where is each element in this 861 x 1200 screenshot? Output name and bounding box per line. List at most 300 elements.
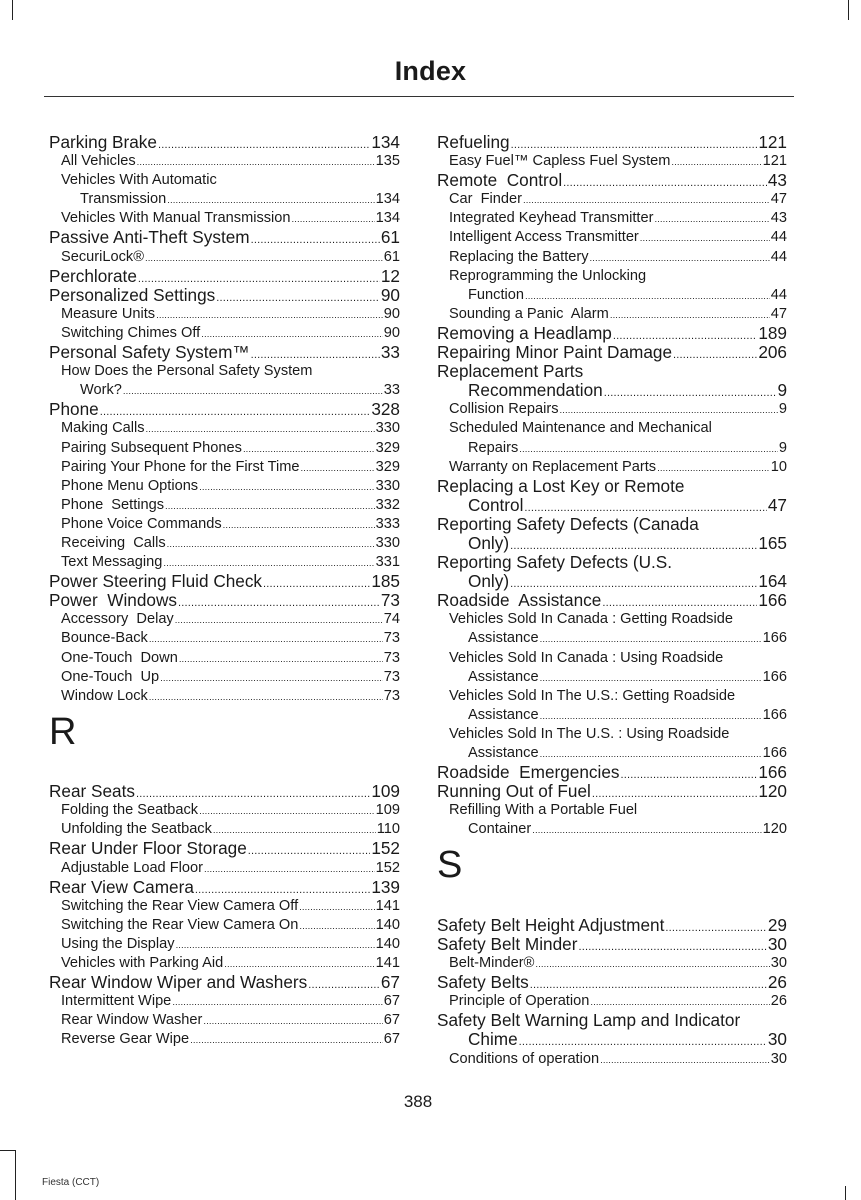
- entry-text: Personal Safety System™: [49, 342, 250, 363]
- page-reference: 9: [777, 380, 787, 401]
- page-reference: 332: [375, 496, 400, 513]
- entry-text: Vehicles With Manual Transmission: [61, 210, 291, 227]
- dot-leader: [149, 630, 383, 649]
- index-entry: [49, 839, 400, 858]
- dot-leader: [540, 630, 762, 649]
- entry-text: Rear View Camera: [49, 876, 194, 897]
- entry-text: Remote Control: [437, 170, 563, 191]
- title-rule: [44, 96, 794, 97]
- index-subentry: [437, 725, 787, 744]
- dot-leader: [610, 306, 770, 325]
- dot-leader: [137, 153, 375, 172]
- index-subentry: [437, 954, 787, 973]
- dot-leader: [654, 210, 769, 229]
- index-subentry: [49, 248, 400, 267]
- index-entry: [49, 286, 400, 305]
- entry-text: Roadside Assistance: [437, 590, 602, 611]
- entry-text: Easy Fuel™ Capless Fuel System: [449, 153, 671, 170]
- page-reference: 121: [758, 132, 787, 152]
- page-reference: 120: [758, 781, 787, 802]
- index-entry: [437, 782, 787, 801]
- entry-text: Container: [468, 821, 532, 838]
- page-reference: 12: [380, 265, 400, 286]
- index-subentry: [437, 190, 787, 209]
- page-reference: 140: [375, 935, 400, 952]
- dot-leader: [175, 611, 383, 630]
- page-reference: 166: [762, 706, 787, 723]
- index-subentry: [49, 553, 400, 572]
- entry-text: Parking Brake: [49, 132, 157, 152]
- entry-text: Phone Voice Commands: [61, 515, 222, 532]
- page-reference: 164: [758, 571, 787, 592]
- crop-mark-bottom-left-h: [0, 1150, 16, 1151]
- entry-text: Switching Chimes Off: [61, 324, 201, 341]
- dot-leader: [673, 346, 757, 365]
- index-subentry: [49, 935, 400, 954]
- dot-leader: [167, 535, 375, 554]
- entry-text: Car Finder: [449, 191, 522, 208]
- dot-leader: [523, 191, 770, 210]
- page-reference: 330: [375, 477, 400, 494]
- entry-text: Chime: [468, 1029, 518, 1050]
- page-reference: 47: [770, 191, 787, 208]
- index-entry: [49, 267, 400, 286]
- dot-leader: [190, 1031, 383, 1050]
- index-entry: [49, 973, 400, 992]
- index-subentry: [49, 992, 400, 1011]
- index-subentry: [49, 305, 400, 324]
- index-column-right: [437, 133, 787, 1069]
- dot-leader: [123, 382, 383, 401]
- page-reference: 30: [770, 955, 787, 972]
- dot-leader: [665, 919, 766, 938]
- dot-leader: [299, 898, 375, 917]
- index-entry: [437, 973, 787, 992]
- index-subentry: [437, 248, 787, 267]
- dot-leader: [560, 401, 778, 420]
- index-subentry: [437, 649, 787, 668]
- entry-text: Roadside Emergencies: [437, 762, 620, 783]
- index-entry: [437, 171, 787, 190]
- entry-text: How Does the Personal Safety System: [61, 363, 313, 380]
- index-subentry: [437, 992, 787, 1011]
- index-subentry: [437, 439, 787, 458]
- page-reference: 166: [762, 745, 787, 761]
- dot-leader: [671, 153, 761, 172]
- page-reference: 30: [770, 1050, 787, 1067]
- index-subentry: [437, 228, 787, 247]
- dot-leader: [156, 306, 383, 325]
- index-entry: [437, 1030, 787, 1049]
- page-reference: 330: [375, 420, 400, 437]
- dot-leader: [263, 575, 370, 594]
- entry-text: Repairs: [468, 439, 519, 456]
- page-reference: 44: [770, 248, 787, 265]
- index-entry: [49, 343, 400, 362]
- entry-text: Integrated Keyhead Transmitter: [449, 210, 654, 227]
- page-reference: 9: [778, 401, 787, 418]
- entry-text: Removing a Headlamp: [437, 322, 612, 343]
- entry-text: Replacing the Battery: [449, 248, 589, 265]
- index-subentry: [49, 859, 400, 878]
- index-subentry: [49, 439, 400, 458]
- entry-text: Intelligent Access Transmitter: [449, 229, 639, 246]
- dot-leader: [167, 191, 374, 210]
- page-reference: 47: [767, 494, 787, 515]
- page-reference: 61: [380, 227, 400, 248]
- entry-text: Assistance: [468, 706, 539, 723]
- entry-text: Switching the Rear View Camera Off: [61, 897, 299, 914]
- entry-text: Reporting Safety Defects (U.S.: [437, 552, 672, 573]
- dot-leader: [176, 936, 375, 955]
- page-reference: 139: [371, 876, 400, 897]
- entry-text: Only): [468, 571, 510, 592]
- index-column-left: [49, 133, 400, 1050]
- page-reference: 140: [375, 916, 400, 933]
- footer-text: Fiesta (CCT): [42, 1177, 100, 1188]
- dot-leader: [532, 821, 761, 840]
- entry-text: Measure Units: [61, 305, 156, 322]
- dot-leader: [535, 955, 769, 974]
- index-subentry: [49, 515, 400, 534]
- index-subentry: [437, 458, 787, 477]
- entry-text: Making Calls: [61, 420, 145, 437]
- entry-text: Recommendation: [468, 380, 603, 401]
- page-reference: 134: [375, 210, 400, 227]
- dot-leader: [223, 516, 375, 535]
- dot-leader: [243, 440, 375, 459]
- index-entry: [49, 878, 400, 897]
- entry-text: Rear Window Wiper and Washers: [49, 972, 308, 993]
- entry-text: One-Touch Down: [61, 649, 178, 666]
- entry-text: Refilling With a Portable Fuel: [449, 802, 638, 819]
- entry-text: Receiving Calls: [61, 534, 166, 551]
- page-reference: 43: [770, 210, 787, 227]
- crop-mark-top-right: [848, 0, 849, 20]
- index-subentry: [437, 419, 787, 438]
- dot-leader: [146, 420, 375, 439]
- dot-leader: [179, 650, 383, 669]
- index-entry: [437, 496, 787, 515]
- page-reference: 67: [380, 972, 400, 993]
- index-subentry: [49, 668, 400, 687]
- entry-text: Scheduled Maintenance and Mechanical: [449, 420, 712, 437]
- page-reference: 44: [770, 286, 787, 303]
- page-reference: 329: [375, 458, 400, 475]
- page-reference: 134: [375, 191, 400, 208]
- entry-text: Assistance: [468, 745, 539, 761]
- entry-text: Folding the Seatback: [61, 802, 199, 819]
- index-subentry: [437, 820, 787, 839]
- index-subentry: [49, 954, 400, 973]
- index-subentry: [437, 267, 787, 286]
- index-entry: [437, 477, 787, 496]
- page-reference: 74: [383, 611, 400, 628]
- index-entry: [437, 591, 787, 610]
- entry-text: Pairing Subsequent Phones: [61, 439, 242, 456]
- index-subentry: [49, 629, 400, 648]
- index-subentry: [437, 305, 787, 324]
- index-subentry: [437, 668, 787, 687]
- page-reference: 73: [383, 668, 400, 685]
- entry-text: All Vehicles: [61, 153, 136, 170]
- dot-leader: [145, 249, 383, 268]
- index-entry: [437, 324, 787, 343]
- entry-text: Window Lock: [61, 687, 148, 704]
- index-entry: [437, 763, 787, 782]
- index-entry: [437, 916, 787, 935]
- page-reference: 152: [371, 838, 400, 859]
- index-subentry: [49, 458, 400, 477]
- entry-text: Accessory Delay: [61, 611, 174, 628]
- page-reference: 120: [762, 821, 787, 838]
- index-subentry: [49, 1030, 400, 1049]
- entry-text: Only): [468, 532, 510, 553]
- entry-text: Bounce-Back: [61, 630, 148, 647]
- index-entry: [437, 935, 787, 954]
- page-reference: 26: [770, 993, 787, 1010]
- entry-text: One-Touch Up: [61, 668, 160, 685]
- page-number: 388: [403, 1092, 433, 1111]
- entry-text: Phone Menu Options: [61, 477, 199, 494]
- entry-text: Pairing Your Phone for the First Time: [61, 458, 300, 475]
- dot-leader: [519, 440, 778, 459]
- page-reference: 73: [380, 590, 400, 611]
- index-subentry: [49, 916, 400, 935]
- page-reference: 90: [380, 284, 400, 305]
- page-reference: 329: [375, 439, 400, 456]
- index-subentry: [49, 897, 400, 916]
- entry-text: Safety Belt Warning Lamp and Indicator: [437, 1010, 741, 1031]
- entry-text: Replacing a Lost Key or Remote: [437, 475, 685, 496]
- crop-mark-bottom-left: [15, 1150, 16, 1200]
- entry-text: Collision Repairs: [449, 401, 559, 418]
- entry-text: Passive Anti-Theft System: [49, 227, 250, 248]
- entry-text: Reprogramming the Unlocking: [449, 267, 647, 284]
- index-subentry: [437, 706, 787, 725]
- index-entry: [437, 343, 787, 362]
- index-subentry: [49, 324, 400, 343]
- entry-text: Vehicles Sold In Canada : Using Roadside: [449, 649, 724, 666]
- entry-text: Rear Window Washer: [61, 1012, 203, 1029]
- index-entry: [437, 381, 787, 400]
- crop-mark-bottom-right: [845, 1186, 846, 1200]
- page-reference: 333: [375, 515, 400, 532]
- entry-text: Power Steering Fluid Check: [49, 571, 263, 592]
- entry-text: Safety Belts: [437, 972, 529, 993]
- entry-text: Perchlorate: [49, 265, 137, 286]
- dot-leader: [160, 669, 383, 688]
- page-reference: 109: [371, 781, 400, 802]
- page-reference: 44: [770, 229, 787, 246]
- index-entry: [49, 400, 400, 419]
- entry-text: Control: [468, 494, 524, 515]
- page-reference: 166: [762, 668, 787, 685]
- page-reference: 331: [375, 554, 400, 571]
- dot-leader: [292, 210, 375, 229]
- entry-text: Assistance: [468, 630, 539, 647]
- index-subentry: [49, 477, 400, 496]
- entry-text: Switching the Rear View Camera On: [61, 916, 299, 933]
- entry-text: Rear Under Floor Storage: [49, 838, 247, 859]
- page-reference: 10: [770, 458, 787, 475]
- index-subentry: [437, 687, 787, 706]
- entry-text: Adjustable Load Floor: [61, 859, 203, 876]
- dot-leader: [620, 766, 757, 785]
- page-reference: 61: [383, 248, 400, 265]
- entry-text: Vehicles Sold In The U.S. : Using Roadside: [449, 725, 730, 742]
- section-letter: S: [437, 844, 463, 887]
- crop-mark-top-left: [12, 0, 13, 20]
- entry-text: Refueling: [437, 132, 510, 152]
- dot-leader: [590, 249, 770, 268]
- page-reference: 47: [770, 305, 787, 322]
- page-reference: 328: [371, 399, 400, 420]
- dot-leader: [199, 802, 375, 821]
- page-reference: 166: [758, 762, 787, 783]
- entry-text: Using the Display: [61, 935, 175, 952]
- page-reference: 166: [758, 590, 787, 611]
- page-reference: 152: [375, 859, 400, 876]
- page-reference: 185: [371, 571, 400, 592]
- entry-text: Personalized Settings: [49, 284, 216, 305]
- index-entry: [437, 1011, 787, 1030]
- dot-leader: [203, 1012, 382, 1031]
- entry-text: Text Messaging: [61, 554, 163, 571]
- dot-leader: [301, 459, 375, 478]
- section-letter: R: [49, 710, 77, 753]
- entry-text: Replacement Parts: [437, 361, 584, 382]
- dot-leader: [165, 497, 375, 516]
- index-subentry: [437, 209, 787, 228]
- index-subentry: [437, 152, 787, 171]
- entry-text: Safety Belt Minder: [437, 933, 578, 954]
- entry-text: Reverse Gear Wipe: [61, 1031, 190, 1048]
- entry-text: Phone: [49, 399, 99, 420]
- index-subentry: [49, 209, 400, 228]
- page-reference: 33: [383, 382, 400, 399]
- index-subentry: [49, 687, 400, 706]
- index-subentry: [49, 820, 400, 839]
- entry-text: Vehicles Sold In Canada : Getting Roadside: [449, 611, 733, 628]
- page-reference: 141: [375, 897, 400, 914]
- page-reference: 166: [762, 630, 787, 647]
- entry-text: Warranty on Replacement Parts: [449, 458, 657, 475]
- entry-text: Principle of Operation: [449, 993, 590, 1010]
- dot-leader: [525, 287, 770, 306]
- page-reference: 43: [767, 170, 787, 191]
- page-reference: 330: [375, 534, 400, 551]
- page-reference: 33: [380, 342, 400, 363]
- page-reference: 9: [778, 439, 787, 456]
- dot-leader: [199, 478, 375, 497]
- entry-text: Power Windows: [49, 590, 177, 611]
- index-entry: [49, 782, 400, 801]
- page-reference: 90: [383, 305, 400, 322]
- index-entry: [49, 228, 400, 247]
- index-entry: [49, 591, 400, 610]
- index-subentry: [437, 744, 787, 763]
- index-subentry: [49, 496, 400, 515]
- index-subentry: [49, 419, 400, 438]
- page-reference: 67: [383, 993, 400, 1010]
- dot-leader: [540, 707, 762, 726]
- entry-text: Repairing Minor Paint Damage: [437, 342, 673, 363]
- page-reference: 135: [375, 153, 400, 170]
- entry-text: Assistance: [468, 668, 539, 685]
- index-entry: [437, 572, 787, 591]
- entry-text: Transmission: [80, 191, 167, 208]
- index-subentry: [49, 190, 400, 209]
- index-subentry: [437, 1050, 787, 1069]
- index-subentry: [437, 400, 787, 419]
- page-reference: 189: [758, 322, 787, 343]
- page-title: Index: [394, 56, 467, 86]
- page-reference: 30: [767, 933, 787, 954]
- entry-text: Vehicles with Parking Aid: [61, 955, 224, 972]
- dot-leader: [204, 860, 375, 879]
- entry-text: Unfolding the Seatback: [61, 821, 212, 838]
- entry-text: Function: [468, 286, 524, 303]
- index-entry: [49, 572, 400, 591]
- page-reference: 165: [758, 532, 787, 553]
- dot-leader: [640, 229, 770, 248]
- entry-text: Work?: [80, 382, 122, 399]
- entry-text: Vehicles Sold In The U.S.: Getting Roadside: [449, 687, 736, 704]
- page-reference: 110: [376, 821, 400, 838]
- entry-text: Reporting Safety Defects (Canada: [437, 513, 699, 534]
- entry-text: Vehicles With Automatic: [61, 172, 217, 189]
- entry-text: Intermittent Wipe: [61, 993, 172, 1010]
- index-subentry: [49, 801, 400, 820]
- page-reference: 67: [383, 1012, 400, 1029]
- index-subentry: [49, 610, 400, 629]
- page-reference: 206: [758, 342, 787, 363]
- page-reference: 67: [383, 1031, 400, 1048]
- page-reference: 26: [767, 972, 787, 993]
- entry-text: Conditions of operation: [449, 1050, 600, 1067]
- index-entry: [437, 133, 787, 152]
- index-entry: [437, 534, 787, 553]
- page-reference: 134: [371, 132, 400, 152]
- page-reference: 29: [767, 914, 787, 935]
- index-subentry: [437, 629, 787, 648]
- page-reference: 141: [375, 955, 400, 972]
- entry-text: Sounding a Panic Alarm: [449, 305, 609, 322]
- page-reference: 90: [383, 324, 400, 341]
- page-reference: 121: [762, 153, 787, 170]
- dot-leader: [172, 993, 382, 1012]
- index-subentry: [49, 534, 400, 553]
- page-reference: 73: [383, 630, 400, 647]
- index-subentry: [49, 381, 400, 400]
- dot-leader: [540, 669, 762, 688]
- page-reference: 109: [375, 802, 400, 819]
- index-subentry: [437, 286, 787, 305]
- entry-text: Phone Settings: [61, 496, 165, 513]
- entry-text: Safety Belt Height Adjustment: [437, 914, 665, 935]
- index-subentry: [49, 649, 400, 668]
- entry-text: SecuriLock®: [61, 248, 144, 265]
- index-subentry: [49, 1011, 400, 1030]
- entry-text: Belt-Minder®: [449, 955, 535, 972]
- page-reference: 30: [767, 1029, 787, 1050]
- entry-text: Running Out of Fuel: [437, 781, 591, 802]
- dot-leader: [299, 917, 374, 936]
- page-reference: 73: [383, 687, 400, 704]
- index-subentry: [49, 152, 400, 171]
- index-subentry: [49, 171, 400, 190]
